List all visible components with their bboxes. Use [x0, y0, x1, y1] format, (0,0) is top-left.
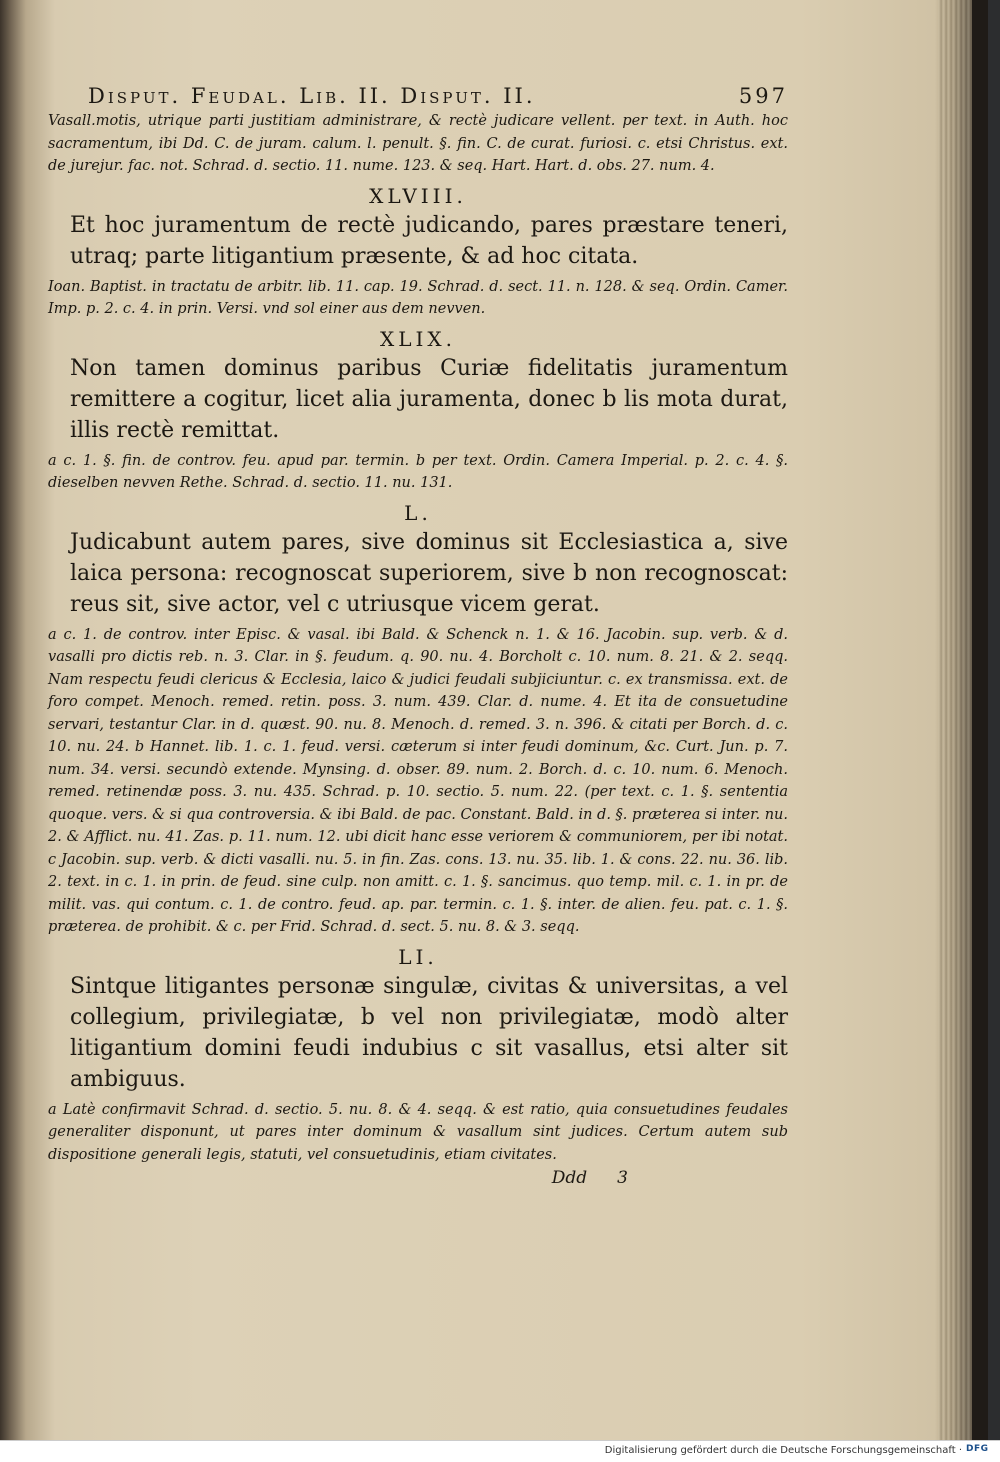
color-calibration-strip — [988, 0, 1000, 1440]
section-body-xlix: Non tamen dominus paribus Curiæ fidelitatis juramentum remittere a cogitur, licet alia juramenta, donec b lis mota durat, illis rectè remittat. — [70, 355, 788, 443]
section-note-l: a c. 1. de controv. inter Episc. & vasal. ibi Bald. & Schenck n. 1. & 16. Jacobin. sup. verb. & d. vasalli pro dictis reb. n. 3. Clar. in §. feudum. q. 90. nu. 4. Borcholt c. 10. num. 8. 21. & 2. seqq. Nam respectu feudi clericus & Ecclesia, laico & judici feudali subjiciuntur. c. ex transmissa. ext. de foro compet. Menoch. remed. retin. poss. 3. num. 439. Clar. d. nume. 4. Et ita de consuetudine servari, testantur Clar. in d. quæst. 90. nu. 8. Menoch. d. remed. 3. n. 396. & citati per Borch. d. c. 10. nu. 24. b Hannet. lib. 1. c. 1. feud. versi. cæterum si inter feudi dominum, &c. Curt. Jun. p. 7. num. 34. versi. secundò extende. Mynsing. d. obser. 89. num. 2. Borch. d. c. 10. num. 6. Menoch. remed. retinendæ poss. 3. nu. 435. Schrad. p. 10. sectio. 5. num. 22. (per text. c. 1. §. sententia quoque. vers. & si qua controversia. & ibi Bald. de pac. Constant. Bald. in d. §. præterea si inter. nu. 2. & Afflict. nu. 41. Zas. p. 11. num. 12. ubi dicit hanc esse veriorem & communiorem, per ibi notat. c Jacobin. sup. verb. & dicti vasalli. nu. 5. in fin. Zas. cons. 13. nu. 35. lib. 1. & cons. 22. nu. 36. lib. 2. text. in c. 1. in prin. de feud. sine culp. non amitt. c. 1. §. sancimus. quo temp. mil. c. 1. in pr. de milit. vas. qui contum. c. 1. de contro. feud. ap. par. termin. c. 1. §. inter. de alien. feu. pat. c. 1. §. præterea. de prohibit. & c. per Frid. Schrad. d. sect. 5. nu. 8. & 3. seqq. — [48, 626, 788, 935]
section-body-xlviii: Et hoc juramentum de rectè judicando, pares præstare teneri, utraq; parte litigantium præsente, & ad hoc citata. — [70, 212, 788, 269]
page-text — [48, 84, 788, 1188]
section-body-l: Judicabunt autem pares, sive dominus sit Ecclesiastica a, sive laica persona: recognoscat superiorem, sive b non recognoscat: reus sit, sive actor, vel c utriusque vicem gerat. — [70, 529, 788, 617]
signature-mark — [48, 1168, 788, 1188]
signature-number: 3 — [617, 1168, 628, 1188]
section-body-li: Sintque litigantes personæ singulæ, civitas & universitas, a vel collegium, privilegiatæ, b vel non privilegiatæ, modò alter litigantium domini feudi indubius c sit vasallus, etsi alter sit ambiguus. — [70, 973, 788, 1092]
section-note-li: a Latè confirmavit Schrad. d. sectio. 5. nu. 8. & 4. seqq. & est ratio, quia consuetudines feudales generaliter disponunt, ut pares inter dominum & vasallum sint judices. Certum autem sub dispositione generali legis, statuti, vel consuetudinis, etiam civitates. — [48, 1101, 788, 1163]
section-note-xlix: a c. 1. §. fin. de controv. feu. apud par. termin. b per text. Ordin. Camera Imperial. p. 2. c. 4. §. dieselben nevven Rethe. Schrad. d. sectio. 11. nu. 131. — [48, 452, 788, 491]
digitization-footer — [0, 1440, 1000, 1462]
page-number: 597 — [738, 84, 788, 108]
section-heading-l: L. — [404, 500, 432, 525]
section-heading-li: LI. — [398, 944, 438, 969]
running-title: Disput. Feudal. Lib. II. Disput. II. — [88, 84, 536, 108]
section-heading-xlix: XLIX. — [379, 326, 456, 351]
section-heading-xlviii: XLVIII. — [369, 183, 467, 208]
footer-credit: Digitalisierung gefördert durch die Deutsche Forschungsgemeinschaft · — [604, 1445, 962, 1456]
section-note-xlviii: Ioan. Baptist. in tractatu de arbitr. lib. 11. cap. 19. Schrad. d. sect. 11. n. 128. & seq. Ordin. Camer. Imp. p. 2. c. 4. in prin. Versi. vnd sol einer aus dem nevven. — [48, 278, 788, 317]
continuation-note: Vasall.motis, utrique parti justitiam administrare, & rectè judicare vellent. per text. in Auth. hoc sacramentum, ibi Dd. C. de juram. calum. l. penult. §. fin. C. de curat. furiosi. c. etsi Christus. ext. de jurejur. fac. not. Schrad. d. sectio. 11. nume. 123. & seq. Hart. Hart. d. obs. 27. num. 4. — [48, 113, 788, 174]
signature-letters: Ddd — [551, 1168, 588, 1188]
running-head — [48, 84, 788, 108]
dfg-logo: DFG — [966, 1444, 989, 1454]
